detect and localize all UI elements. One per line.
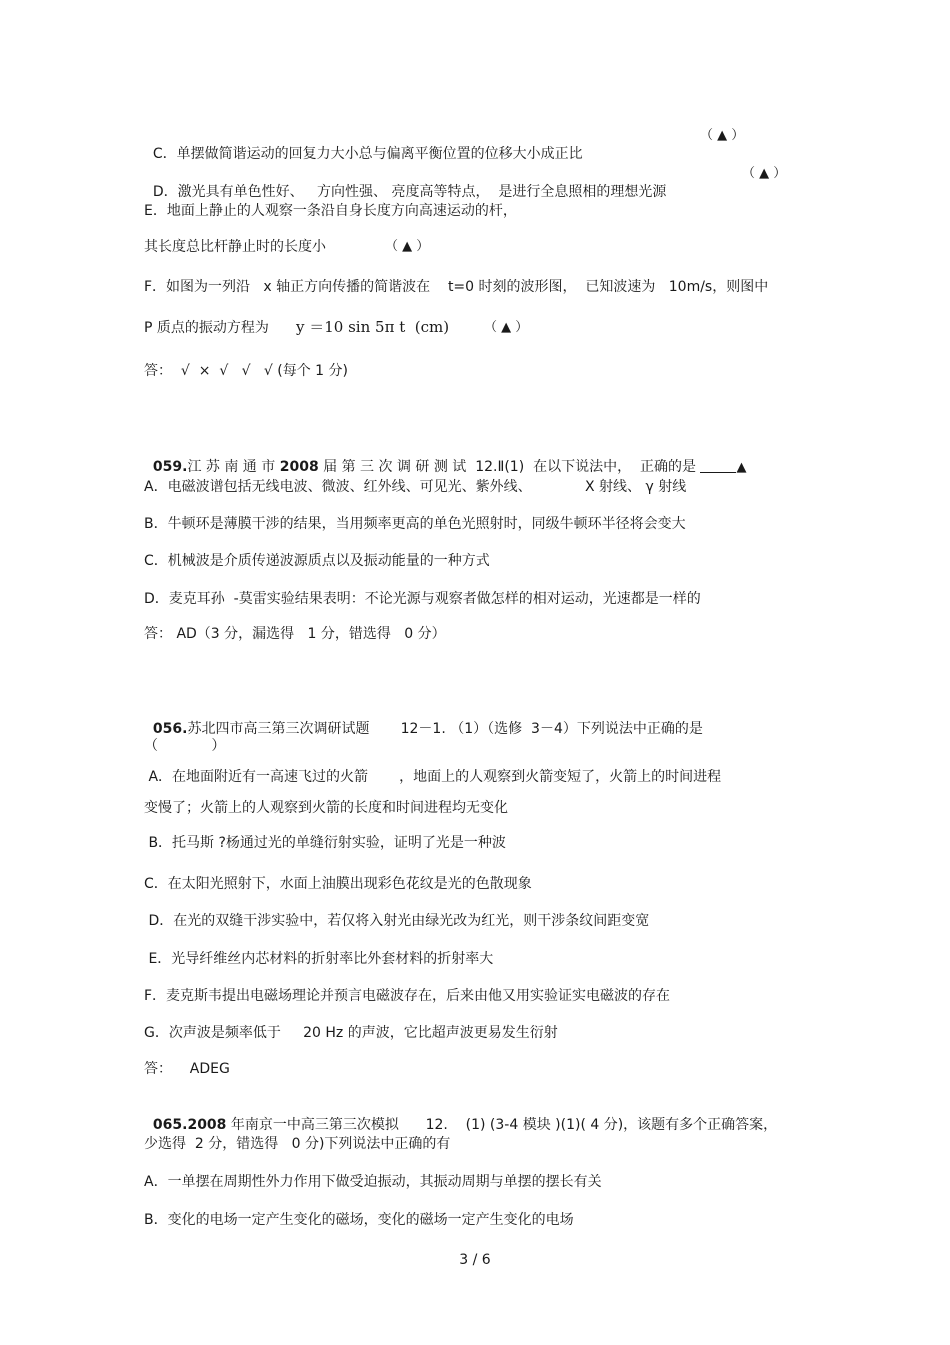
statement-f-line1: F．如图为一列沿 x 轴正方向传播的简谐波在 t=0 时刻的波形图， 已知波速为 10m/s，则图中 <box>144 279 769 295</box>
q065-heading <box>144 1098 777 1134</box>
answer-mark-f: （ ▲ ） <box>484 320 529 335</box>
q056-option-d: D．在光的双缝干涉实验中，若仅将入射光由绿光改为红光，则干涉条纹间距变宽 <box>144 913 650 929</box>
q056-answer-paren: （ ） <box>144 738 226 754</box>
q059-year: 2008 <box>279 459 319 475</box>
statement-e-line2: 其长度总比杆静止时的长度小 <box>144 239 326 255</box>
q065-number: 065.2008 <box>152 1117 227 1133</box>
q056-option-e: E．光导纤维丝内芯材料的折射率比外套材料的折射率大 <box>144 951 494 967</box>
statement-f-line2: P 质点的振动方程为 <box>144 320 269 336</box>
q059-rest: 届 第 三 次 调 研 测 试 12.Ⅱ(1) 在以下说法中， 正确的是 <box>323 459 696 475</box>
vibration-formula: y ＝10 sin 5π t (cm) <box>296 318 450 336</box>
q056-answer: 答： ADEG <box>144 1061 230 1077</box>
q056-option-a-line1: A．在地面附近有一高速飞过的火箭 ，地面上的人观察到火箭变短了，火箭上的时间进程 <box>144 769 722 785</box>
q056-heading <box>144 702 703 738</box>
q059-option-a: A．电磁波谱包括无线电波、微波、红外线、可见光、紫外线、 X 射线、 γ 射线 <box>144 479 687 495</box>
answer-blank <box>700 458 736 473</box>
q056-option-f: F．麦克斯韦提出电磁场理论并预言电磁波存在，后来由他又用实验证实电磁波的存在 <box>144 988 671 1004</box>
answer-mark-c: （ ▲ ） <box>700 128 745 143</box>
q056-number: 056. <box>152 721 188 737</box>
q056-title: 苏北四市高三第三次调研试题 12－1. （1）（选修 3－4）下列说法中正确的是 <box>187 721 703 737</box>
page-number: 3 / 6 <box>459 1252 491 1268</box>
answer-mark-d: （ ▲ ） <box>742 166 787 181</box>
q056-option-b: B．托马斯 ?杨通过光的单缝衍射实验，证明了光是一种波 <box>144 835 506 851</box>
q059-option-c: C．机械波是介质传递波源质点以及振动能量的一种方式 <box>144 553 490 569</box>
q059-answer: 答： AD（3 分，漏选得 1 分，错选得 0 分） <box>144 626 446 642</box>
q056-option-g: G．次声波是频率低于 20 Hz 的声波，它比超声波更易发生衍射 <box>144 1025 558 1041</box>
answer-triangle-icon: ▲ <box>736 460 747 475</box>
q059-number: 059. <box>152 459 188 475</box>
answer-block-a: 答： √ × √ √ √ (每个 1 分) <box>144 363 348 379</box>
answer-mark-e: （ ▲ ） <box>385 239 430 254</box>
statement-e-line1: E．地面上静止的人观察一条沿自身长度方向高速运动的杆， <box>144 203 517 219</box>
q056-option-c: C．在太阳光照射下，水面上油膜出现彩色花纹是光的色散现象 <box>144 876 532 892</box>
q059-option-b: B．牛顿环是薄膜干涉的结果，当用频率更高的单色光照射时，同级牛顿环半径将会变大 <box>144 516 686 532</box>
q059-source: 江 苏 南 通 市 <box>187 459 276 475</box>
q065-title: 年南京一中高三第三次模拟 12. (1) (3-4 模块 )(1)( 4 分)，该题有多个正确答案， <box>226 1117 778 1133</box>
q065-heading-line2: 少选得 2 分，错选得 0 分)下列说法中正确的有 <box>144 1136 451 1152</box>
statement-c: C．单摆做简谐运动的回复力大小总与偏离平衡位置的位移大小成正比 <box>152 146 583 162</box>
statement-d: D．激光具有单色性好、 方向性强、 亮度高等特点， 是进行全息照相的理想光源 <box>152 184 667 200</box>
q065-option-b: B．变化的电场一定产生变化的磁场，变化的磁场一定产生变化的电场 <box>144 1212 574 1228</box>
q059-option-d: D．麦克耳孙 -莫雷实验结果表明：不论光源与观察者做怎样的相对运动，光速都是一样的 <box>144 591 701 607</box>
q056-option-a-line2: 变慢了；火箭上的人观察到火箭的长度和时间进程均无变化 <box>144 800 508 816</box>
q059-heading <box>144 440 746 477</box>
q065-option-a: A．一单摆在周期性外力作用下做受迫振动，其振动周期与单摆的摆长有关 <box>144 1174 602 1190</box>
